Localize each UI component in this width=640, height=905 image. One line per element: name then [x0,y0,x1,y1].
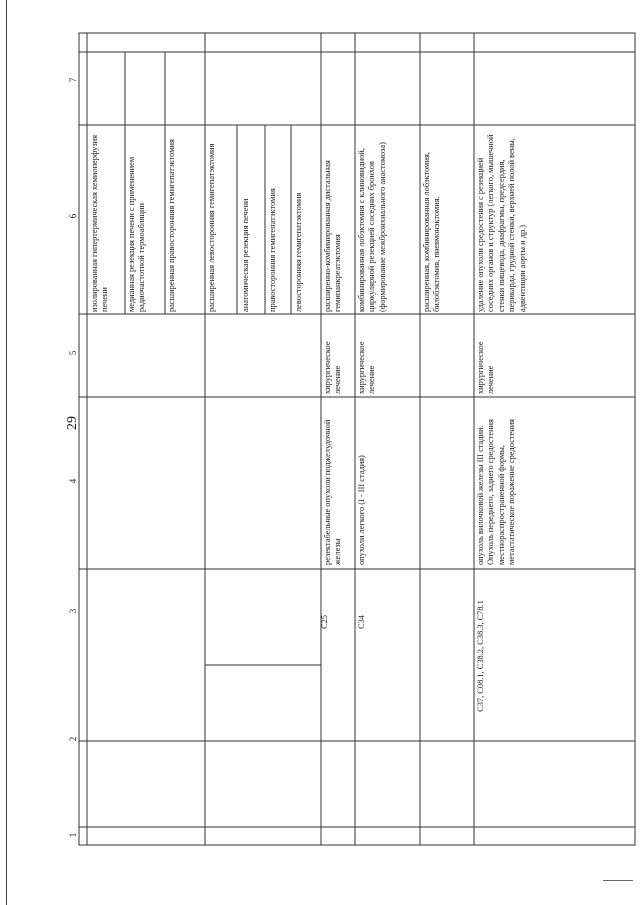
treatment-type-surgical: хирургическое лечение [357,341,377,394]
icd-code-mediastinum: C37, C08.1, C38.2, C38.3, C78.1 [476,600,485,712]
procedure-mediastinal-tumor-removal: удаление опухоли средостения с резекцией соседних органов и структур (легкого, мышечной стенки пищевода, диафрагмы, предсердия, перикарда, грудной стенки, верхней полой вены, адвентиции аорты и др.) [476,134,527,312]
column-number-7: 7 [68,77,78,83]
column-number-3: 3 [68,608,78,614]
procedure-extended-right-hemihepatectomy: расширенная правосторонняя гемигепатэктомия [167,139,176,312]
column-number-6: 6 [68,213,78,219]
bottom-rule [603,880,633,881]
procedure-distal-hemipancreatectomy: расширенно-комбинированная дистальная гемипанкреатэктомия [323,160,343,312]
column-number-5: 5 [68,350,78,356]
column-number-2: 2 [68,736,78,742]
procedure-median-resection: медианная резекция печени с применением радиочастотной термоабляции [127,156,147,312]
procedure-combined-lobectomy: комбинированная лобэктомия с клиновидной, циркулярной резекцией соседних бронхов (формирование межбронхиального анастомоза) [357,142,387,312]
treatment-type-surgical: хирургическое лечение [323,341,343,394]
diagnosis-pancreas: резектабельные опухоли поджелудочной железы [323,419,343,565]
procedure-left-hemihepatectomy: левосторонняя гемигепатэктомия [294,192,303,312]
procedure-right-hemihepatectomy: правосторонняя гемигепатэктомия [268,188,277,312]
page-number: 29 [65,416,80,430]
column-number-1: 1 [68,832,78,838]
icd-code-c34: C34 [357,615,366,629]
procedure-extended-lobectomy: расширенная, комбинированная лобэктомия, билобэктомия, пневмонэктомия. [422,152,442,312]
procedure-hyperthermic-perfusion: изолированная гипертермическая хемиоперфузия печени [90,134,110,312]
treatment-type-surgical: хирургическое лечение [476,341,496,394]
diagnosis-lung: опухоли легкого (I - III стадия) [357,455,366,565]
procedure-extended-left-hemihepatectomy: расширенная левосторонняя гемигепатэктомия [207,143,216,312]
procedure-anatomic-liver-resection: анатомическая резекция печени [241,198,250,312]
column-number-4: 4 [68,478,78,484]
diagnosis-mediastinum: опухоль вилочковой железы III стадии. Опухоль переднего, заднего средостения местнораспространенной формы, метастатическое поражение средостения [476,418,517,565]
icd-code-c25: C25 [320,615,329,629]
